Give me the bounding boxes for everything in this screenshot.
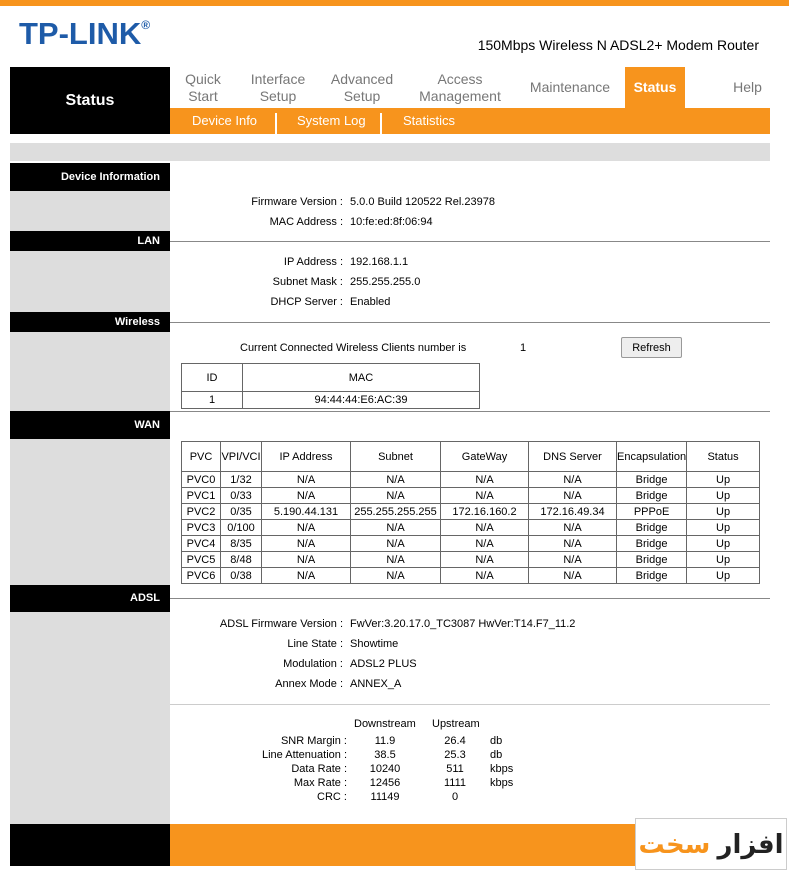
table-row	[182, 392, 480, 409]
table-cell: 172.16.160.2	[441, 504, 529, 520]
table-cell: Up	[687, 536, 760, 552]
section-divider	[170, 704, 770, 705]
section-wan: WAN	[10, 411, 170, 439]
table-cell: N/A	[262, 568, 351, 584]
table-row	[182, 536, 760, 552]
section-lan: LAN	[10, 231, 170, 251]
table-cell: N/A	[441, 488, 529, 504]
table-cell: 0/33	[221, 488, 262, 504]
left-panel	[10, 612, 170, 824]
table-cell: N/A	[351, 488, 441, 504]
brand-logo: TP-LINK®	[19, 16, 151, 51]
dhcp-label: DHCP Server :	[270, 296, 343, 308]
table-cell: N/A	[529, 568, 617, 584]
watermark-logo: سخت افزار	[635, 818, 787, 870]
table-cell: Up	[687, 552, 760, 568]
stat-downstream: 11.9	[374, 735, 396, 747]
left-panel	[10, 439, 170, 585]
downstream-header: Downstream	[354, 718, 416, 730]
annex-label: Annex Mode :	[275, 678, 343, 690]
table-cell: Up	[687, 488, 760, 504]
adsl-firmware-value: FwVer:3.20.17.0_TC3087 HwVer:T14.F7_11.2	[350, 618, 576, 630]
modulation-label: Modulation :	[283, 658, 343, 670]
table-cell: 5.190.44.131	[262, 504, 351, 520]
nav-access-management[interactable]: Access Management	[419, 70, 501, 104]
table-header-cell: Subnet	[351, 442, 441, 472]
table-cell: 0/100	[221, 520, 262, 536]
table-cell: Bridge	[617, 472, 687, 488]
table-cell: 172.16.49.34	[529, 504, 617, 520]
stat-label: Line Attenuation :	[261, 749, 347, 761]
table-row	[182, 504, 760, 520]
left-panel	[10, 191, 170, 231]
table-cell: N/A	[529, 552, 617, 568]
stat-downstream: 38.5	[374, 749, 396, 761]
top-accent-bar	[0, 0, 789, 6]
subnav-system-log[interactable]: System Log	[297, 113, 366, 128]
table-row	[182, 488, 760, 504]
stat-upstream: 0	[451, 791, 459, 803]
stat-upstream: 26.4	[444, 735, 466, 747]
table-cell: PVC5	[182, 552, 221, 568]
table-row	[182, 568, 760, 584]
section-divider	[170, 322, 770, 323]
table-header-cell: ID	[182, 364, 243, 392]
mac-value: 10:fe:ed:8f:06:94	[350, 216, 433, 228]
stat-label: Data Rate :	[291, 763, 347, 775]
section-divider	[170, 411, 770, 412]
table-cell: N/A	[262, 488, 351, 504]
table-cell: N/A	[441, 552, 529, 568]
table-cell: Up	[687, 568, 760, 584]
table-cell: Bridge	[617, 520, 687, 536]
table-cell: PVC6	[182, 568, 221, 584]
wireless-client-table	[181, 363, 480, 409]
table-cell: PVC3	[182, 520, 221, 536]
table-cell: N/A	[262, 536, 351, 552]
stat-label: SNR Margin :	[280, 735, 347, 747]
table-header-cell: PVC	[182, 442, 221, 472]
nav-quick-start[interactable]: Quick Start	[185, 70, 221, 104]
subnav-device-info[interactable]: Device Info	[192, 113, 258, 128]
table-cell: N/A	[441, 536, 529, 552]
section-adsl: ADSL	[10, 585, 170, 612]
table-cell: 0/35	[221, 504, 262, 520]
content-top-band	[10, 143, 770, 161]
mac-label: MAC Address :	[269, 216, 343, 228]
table-cell: N/A	[529, 472, 617, 488]
table-cell: N/A	[529, 488, 617, 504]
table-cell: N/A	[262, 472, 351, 488]
adsl-firmware-label: ADSL Firmware Version :	[219, 618, 343, 630]
dhcp-value: Enabled	[350, 296, 391, 308]
table-cell: N/A	[441, 472, 529, 488]
section-wireless: Wireless	[10, 312, 170, 332]
table-cell: N/A	[262, 520, 351, 536]
nav-advanced-setup[interactable]: Advanced Setup	[330, 70, 394, 104]
stat-unit: db	[490, 749, 503, 761]
stat-label: CRC :	[317, 791, 347, 803]
table-cell: PVC0	[182, 472, 221, 488]
section-device-information: Device Information	[10, 163, 170, 191]
left-panel	[10, 332, 170, 411]
table-cell: 8/48	[221, 552, 262, 568]
table-header-cell: VPI/VCI	[221, 442, 262, 472]
table-header-cell: DNS Server	[529, 442, 617, 472]
line-state-label: Line State :	[287, 638, 343, 650]
refresh-button[interactable]: Refresh	[621, 337, 682, 358]
table-header-cell: MAC	[243, 364, 480, 392]
subnet-value: 255.255.255.0	[350, 276, 421, 288]
table-cell: PPPoE	[617, 504, 687, 520]
firmware-value: 5.0.0 Build 120522 Rel.23978	[350, 196, 495, 208]
table-cell: 94:44:44:E6:AC:39	[243, 392, 480, 409]
table-row	[182, 520, 760, 536]
current-section-title: Status	[10, 67, 170, 134]
table-cell: 1	[182, 392, 243, 409]
stat-downstream: 10240	[369, 763, 401, 775]
sub-nav	[170, 108, 770, 134]
table-row	[182, 472, 760, 488]
table-cell: N/A	[351, 472, 441, 488]
table-cell: N/A	[351, 520, 441, 536]
table-cell: Bridge	[617, 488, 687, 504]
section-divider	[170, 241, 770, 242]
footer-left	[10, 824, 170, 866]
table-cell: N/A	[351, 552, 441, 568]
annex-value: ANNEX_A	[350, 678, 402, 690]
stat-label: Max Rate :	[293, 777, 347, 789]
stat-downstream: 11149	[370, 791, 400, 803]
main-nav	[170, 67, 770, 108]
wireless-clients-label: Current Connected Wireless Clients number is	[240, 342, 467, 354]
subnet-label: Subnet Mask :	[272, 276, 343, 288]
table-cell: N/A	[351, 568, 441, 584]
firmware-label: Firmware Version :	[251, 196, 343, 208]
ip-label: IP Address :	[283, 256, 343, 268]
stat-upstream: 1111	[443, 777, 467, 789]
subnav-separator	[275, 113, 277, 134]
table-cell: N/A	[529, 520, 617, 536]
table-cell: Up	[687, 472, 760, 488]
table-cell: PVC2	[182, 504, 221, 520]
nav-interface-setup[interactable]: Interface Setup	[250, 70, 306, 104]
table-cell: 8/35	[221, 536, 262, 552]
stat-upstream: 511	[446, 763, 464, 775]
modulation-value: ADSL2 PLUS	[350, 658, 417, 670]
table-header-row	[182, 442, 760, 472]
table-cell: Up	[687, 520, 760, 536]
subnav-separator	[380, 113, 382, 134]
ip-value: 192.168.1.1	[350, 256, 409, 268]
table-row	[182, 552, 760, 568]
line-state-value: Showtime	[350, 638, 399, 650]
table-cell: N/A	[441, 520, 529, 536]
nav-maintenance[interactable]: Maintenance	[529, 79, 611, 95]
table-cell: Bridge	[617, 536, 687, 552]
stat-unit: kbps	[490, 763, 514, 775]
nav-status[interactable]: Status	[625, 67, 685, 108]
upstream-header: Upstream	[432, 718, 480, 730]
table-cell: 1/32	[221, 472, 262, 488]
table-cell: N/A	[441, 568, 529, 584]
model-name: 150Mbps Wireless N ADSL2+ Modem Router	[477, 37, 759, 53]
wan-pvc-table	[181, 441, 760, 584]
table-cell: 0/38	[221, 568, 262, 584]
table-header-cell: IP Address	[262, 442, 351, 472]
table-header-cell: Encapsulation	[617, 442, 687, 472]
nav-help[interactable]: Help	[733, 79, 762, 95]
table-cell: 255.255.255.255	[351, 504, 441, 520]
table-header-row	[182, 364, 480, 392]
table-cell: N/A	[529, 536, 617, 552]
stat-unit: db	[490, 735, 503, 747]
table-header-cell: GateWay	[441, 442, 529, 472]
table-cell: Bridge	[617, 552, 687, 568]
subnav-statistics[interactable]: Statistics	[403, 113, 456, 128]
table-cell: Bridge	[617, 568, 687, 584]
table-cell: N/A	[351, 536, 441, 552]
stat-downstream: 12456	[369, 777, 401, 789]
table-cell: Up	[687, 504, 760, 520]
table-header-cell: Status	[687, 442, 760, 472]
table-cell: PVC4	[182, 536, 221, 552]
stat-unit: kbps	[490, 777, 514, 789]
section-divider	[170, 598, 770, 599]
stat-upstream: 25.3	[444, 749, 466, 761]
wireless-clients-count: 1	[520, 342, 527, 354]
left-panel	[10, 251, 170, 312]
table-cell: PVC1	[182, 488, 221, 504]
table-cell: N/A	[262, 552, 351, 568]
